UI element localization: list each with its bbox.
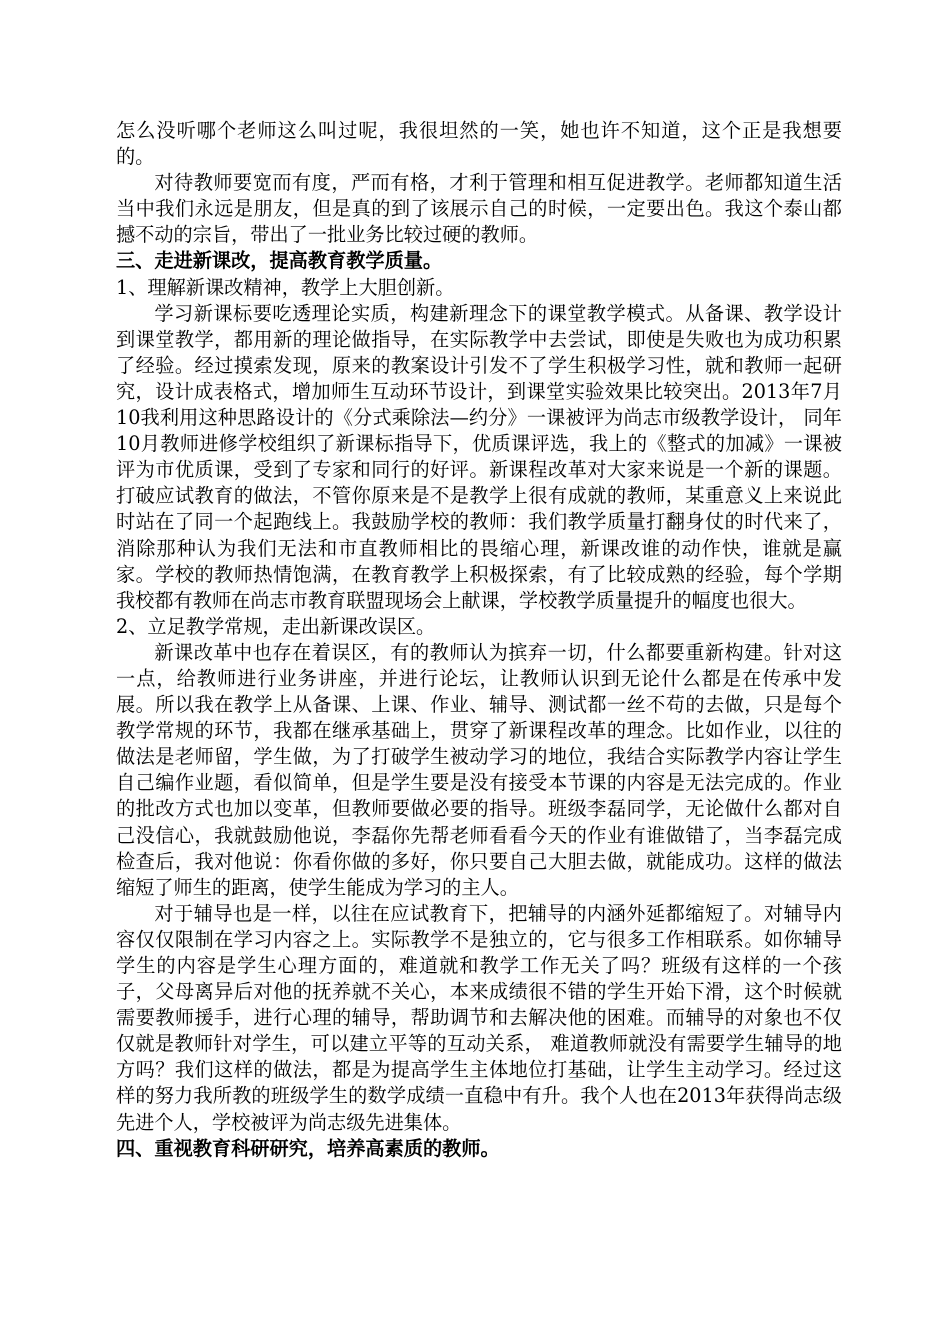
- subheading-2: 2、立足教学常规，走出新课改误区。: [116, 614, 436, 638]
- paragraph-misconceptions: 新课改革中也存在着误区，有的教师认为摈弃一切，什么都要重新构建。针对这一点，给教师进行业务讲座，并进行论坛，让教师认识到无论什么都是在传承中发展。所以我在教学上从备课、上课、作业、辅导、测试都一丝不苟的去做，只是每个教学常规的环节，我都在继承基础上，贯穿了新课程改革的理念。比如作业，以往的做法是老师留，学生做，为了打破学生被动学习的地位，我结合实际教学内容让学生自己编作业题，看似简单，但是学生要是没有接受本节课的内容是无法完成的。作业的批改方式也加以变革，但教师要做必要的指导。班级李磊同学，无论做什么都对自己没信心，我就鼓励他说，李磊你先帮老师看看今天的作业有谁做错了，当李磊完成检查后，我对他说：你看你做的多好，你只要自己大胆去做，就能成功。这样的做法缩短了师生的距离，使学生能成为学习的主人。: [116, 640, 842, 899]
- section-heading-3: 三、走进新课改，提高教育教学质量。: [116, 249, 443, 273]
- paragraph-continued: 怎么没听哪个老师这么叫过呢，我很坦然的一笑，她也许不知道，这个正是我想要的。: [116, 119, 842, 169]
- paragraph-new-curriculum: 学习新课标要吃透理论实质，构建新理念下的课堂教学模式。从备课、教学设计到课堂教学，都用新的理论做指导，在实际教学中去尝试，即使是失败也为成功积累了经验。经过摸索发现，原来的教案设计引发不了学生积极学习性，就和教师一起研究，设计成表格式，增加师生互动环节设计，到课堂实验效果比较突出。2013年7月10我利用这种思路设计的《分式乘除法—约分》一课被评为尚志市级教学设计， 同年10月教师进修学校组织了新课标指导下，优质课评选，我上的《整式的加减》一课被评为市优质课，受到了专家和同行的好评。新课程改革对大家来说是一个新的课题。打破应试教育的做法，不管你原来是不是教学上很有成就的教师，某重意义上来说此时站在了同一个起跑线上。我鼓励学校的教师：我们教学质量打翻身仗的时代来了，消除那种认为我们无法和市直教师相比的畏缩心理，新课改谁的动作快，谁就是赢家。学校的教师热情饱满，在教育教学上积极探索，有了比较成熟的经验，每个学期我校都有教师在尚志市教育联盟现场会上献课，学校教学质量提升的幅度也很大。: [116, 301, 842, 612]
- paragraph-teacher-management: 对待教师要宽而有度，严而有格，才利于管理和相互促进教学。老师都知道生活当中我们永远是朋友，但是真的到了该展示自己的时候，一定要出色。我这个泰山都撼不动的宗旨，带出了一批业务比较过硬的教师。: [116, 171, 842, 247]
- section-heading-4: 四、重视教育科研研究，培养高素质的教师。: [116, 1136, 500, 1160]
- paragraph-tutoring: 对于辅导也是一样，以往在应试教育下，把辅导的内涵外延都缩短了。对辅导内容仅仅限制在学习内容之上。实际教学不是独立的，它与很多工作相联系。如你辅导学生的内容是学生心理方面的，难道就和教学工作无关了吗？班级有这样的一个孩子，父母离异后对他的抚养就不关心，本来成绩很不错的学生开始下滑，这个时候就需要教师援手，进行心理的辅导，帮助调节和去解决他的困难。而辅导的对象也不仅仅就是教师针对学生，可以建立平等的互动关系， 难道教师就没有需要学生辅导的地方吗？我们这样的做法，都是为提高学生主体地位打基础，让学生主动学习。经过这样的努力我所教的班级学生的数学成绩一直稳中有升。我个人也在2013年获得尚志级先进个人，学校被评为尚志级先进集体。: [116, 901, 842, 1134]
- subheading-1: 1、理解新课改精神，教学上大胆创新。: [116, 275, 455, 299]
